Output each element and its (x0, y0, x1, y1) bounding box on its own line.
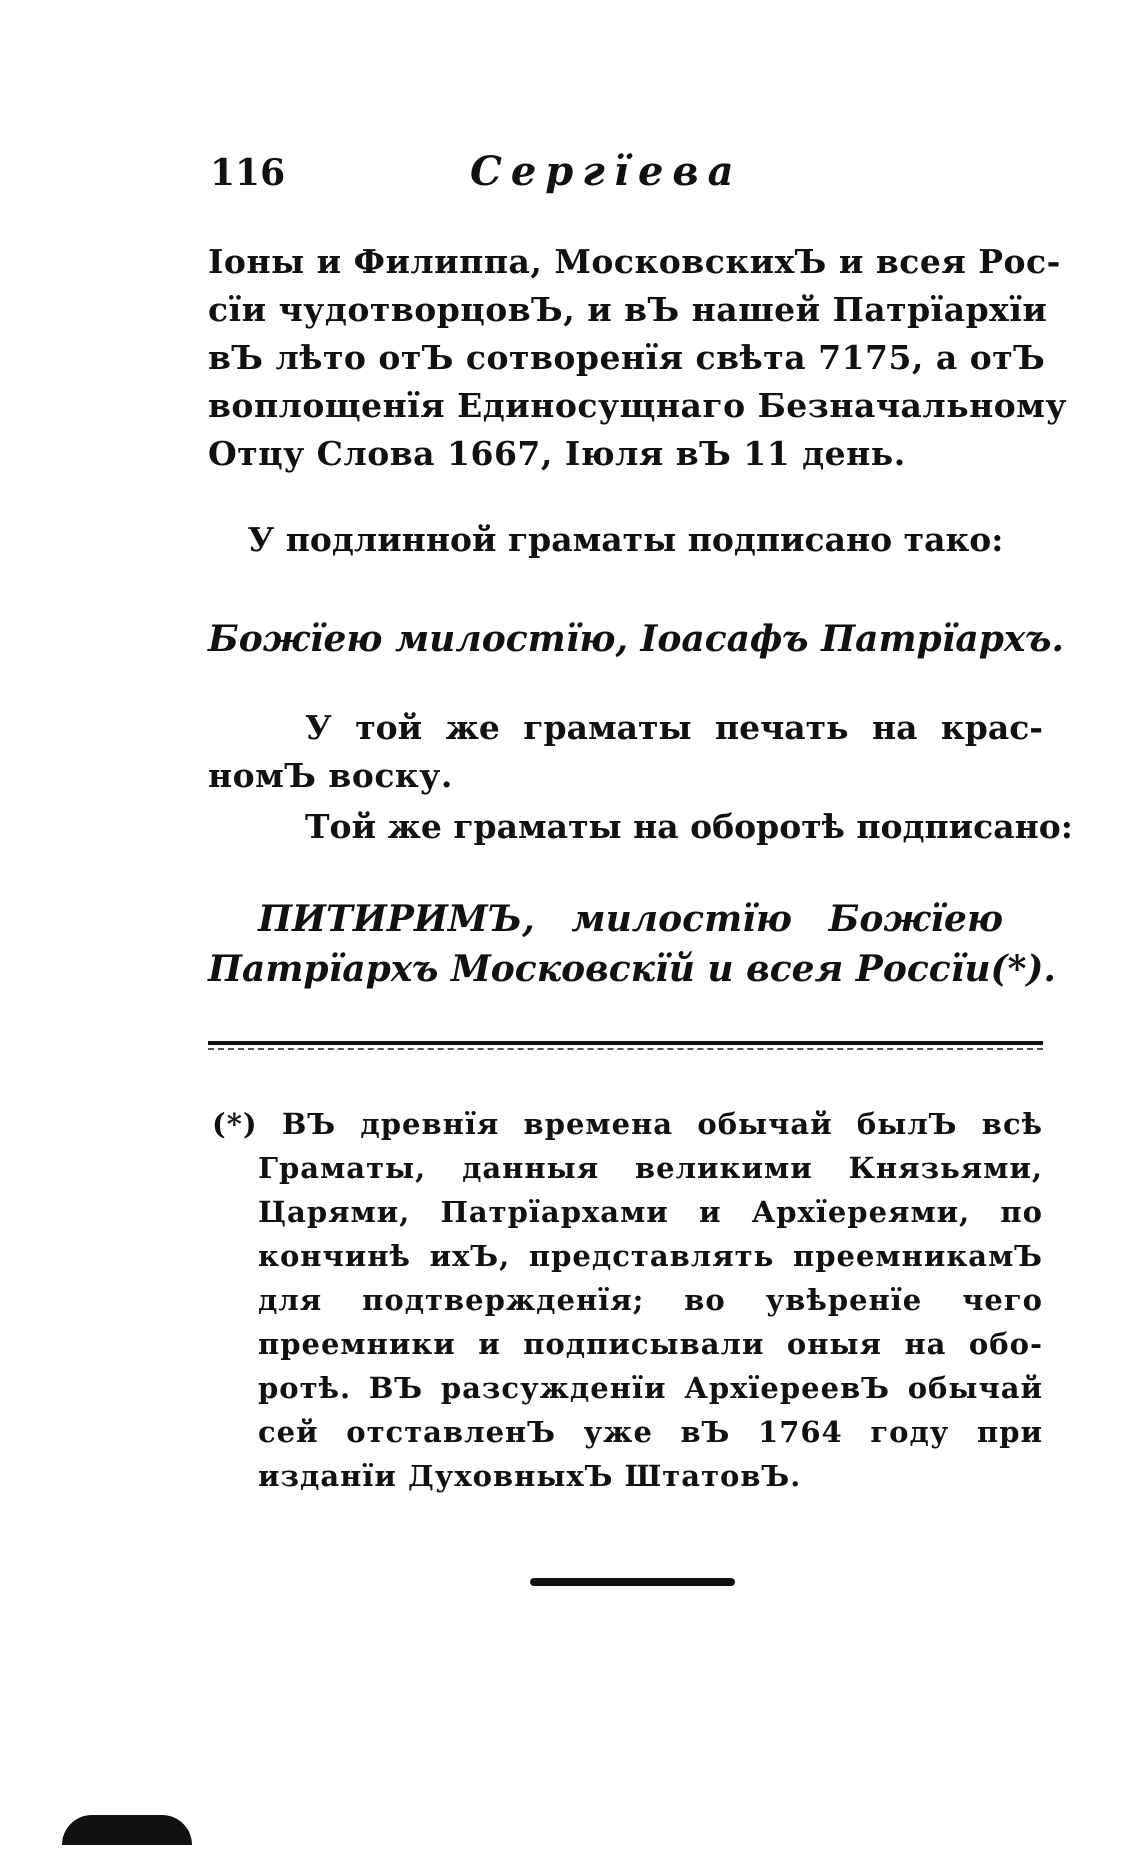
end-ornament-rule (530, 1578, 735, 1586)
running-head: Сергїева (470, 148, 743, 195)
footnote-line: сей отставленЪ уже вЪ 1764 году при (258, 1415, 1043, 1449)
footnote-line: изданїи ДуховныхЪ ШтатовЪ. (258, 1459, 802, 1493)
footnote-line: ротѣ. ВЪ разсужденїи АрхїереевЪ обычай (258, 1371, 1043, 1405)
paragraph-line: воплощенїя Единосущнаго Безначальному (208, 386, 1068, 425)
reverse-intro: Той же граматы на оборотѣ подписано: (305, 807, 1073, 846)
footnote-line: (*) ВЪ древнїя времена обычай былЪ всѣ (212, 1107, 1043, 1141)
signature: Божїею милостїю, Іоасафъ Патрїархъ. (208, 618, 1065, 660)
paragraph-line: Отцу Слова 1667, Іюля вЪ 11 день. (208, 434, 906, 473)
paragraph-line: сїи чудотворцовЪ, и вЪ нашей Патрїархїи (208, 290, 1048, 329)
paragraph-line: вЪ лѣто отЪ сотворенїя свѣта 7175, а отЪ (208, 338, 1046, 377)
footnote-line: Граматы, данныя великими Князьями, (258, 1151, 1043, 1185)
reverse-signature-line: Патрїархъ Московскїй и всея Россїи(*). (208, 948, 1056, 990)
footnote-line: преемники и подписывали оныя на обо- (258, 1327, 1043, 1361)
reverse-signature-line: ПИТИРИМЪ, милостїю Божїею (258, 898, 1003, 940)
seal-line: У той же граматы печать на крас- (305, 708, 1043, 747)
signed-intro: У подлинной граматы подписано тако: (247, 520, 1004, 559)
footnote-line: Царями, Патрїархами и Архїереями, по (258, 1195, 1043, 1229)
paragraph-line: Іоны и Филиппа, МосковскихЪ и всея Рос- (208, 242, 1061, 281)
seal-line: номЪ воску. (208, 756, 453, 795)
page-number: 116 (210, 152, 286, 194)
footnote-line: для подтвержденїя; во увѣренїе чего (258, 1283, 1043, 1317)
scan-edge-mark (62, 1815, 192, 1845)
footnote-line: кончинѣ ихЪ, представлять преемникамЪ (258, 1239, 1043, 1273)
footnote-separator (208, 1041, 1043, 1051)
